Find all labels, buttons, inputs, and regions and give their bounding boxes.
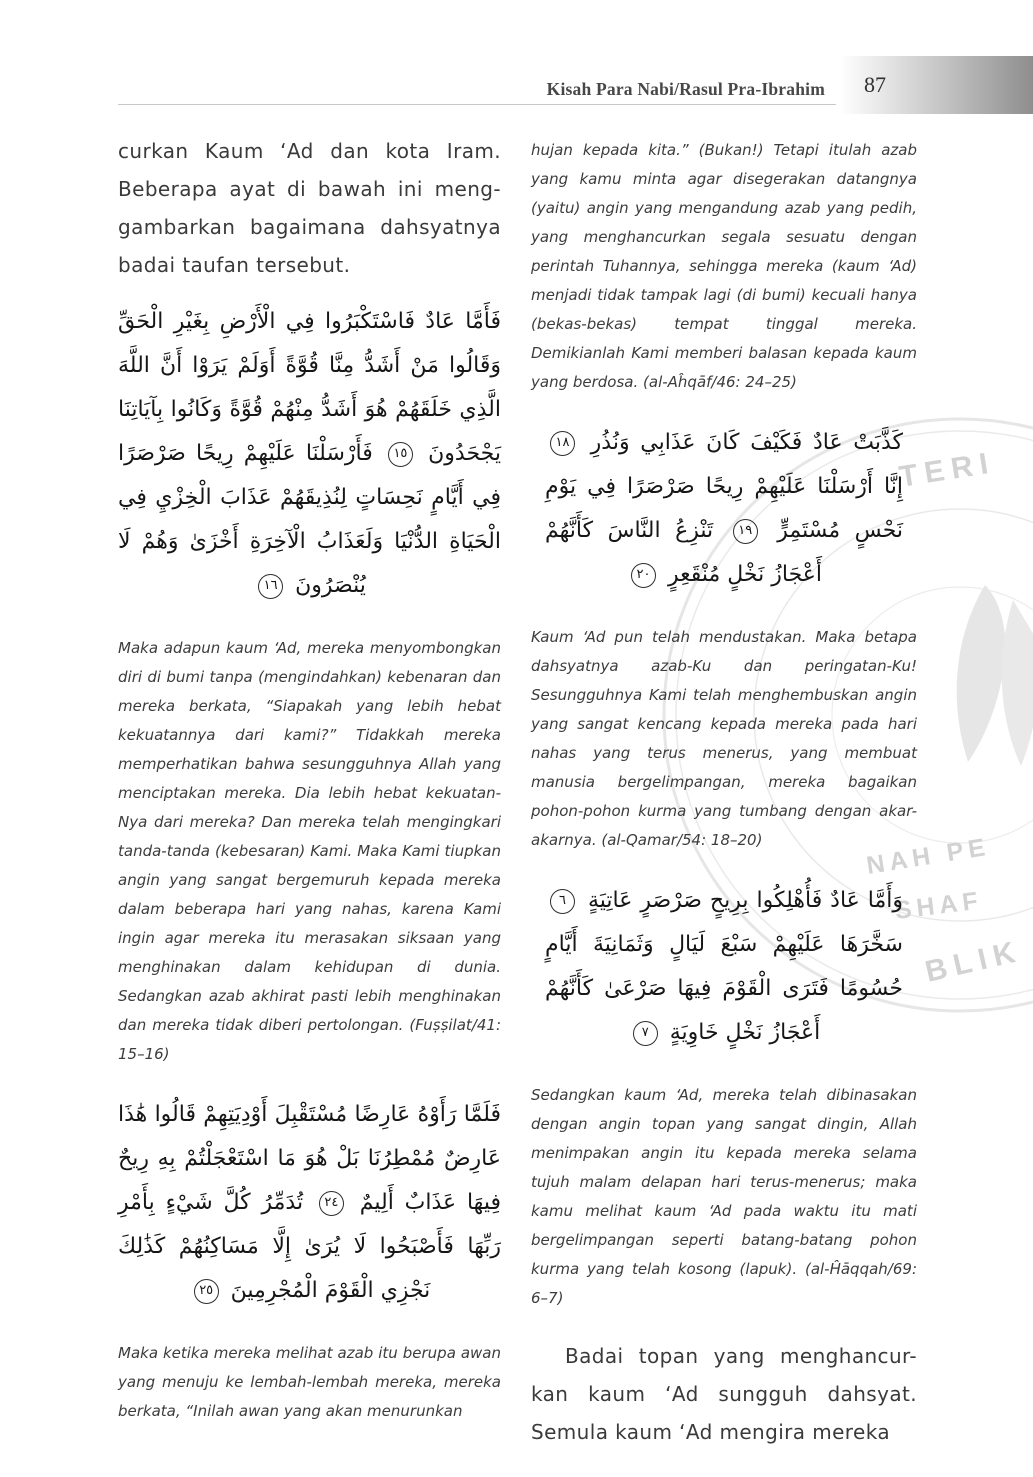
ayah-number-marker: ١٦ — [258, 574, 283, 599]
quran-verse-ahqaf-46-24-25 — [118, 1093, 501, 1313]
arabic-verse-text: تُدَمِّرُ كُلَّ شَيْءٍ بِأَمْرِ رَبِّهَا فَأَصْبَحُوا لَا يُرَىٰ إِلَّا مَسَاكِنُهُمْ كَذَٰلِكَ نَجْزِي الْقَوْمَ الْمُجْرِمِينَ — [118, 1190, 501, 1303]
ayah-number-marker: ٢٥ — [194, 1279, 219, 1304]
stamp-emblem-icon — [1002, 600, 1033, 766]
arabic-verse-text: وَأَمَّا عَادٌ فَأُهْلِكُوا بِرِيحٍ صَرْصَرٍ عَاتِيَةٍ — [580, 888, 903, 913]
text-line: Beberapa ayat di bawah ini meng- — [118, 177, 501, 201]
translation-fussilat: Maka adapun kaum ‘Ad, mereka menyombongkan diri di bumi tanpa (mengindahkan) kebenaran dan mereka berkata, “Siapakah yang lebih hebat kekuatannya dari kami?” Tidakkah mereka memperhatikan bahwa sesungguhnya Allah yang menciptakan mereka. Dia lebih hebat kekuatan-Nya dari mereka? Dan mereka telah mengingkari tanda-tanda (kebesaran) Kami. Maka Kami tiupkan angin yang sangat bergemuruh kepada mereka dalam beberapa hari yang nahas, karena Kami ingin agar mereka itu merasakan siksaan yang menghinakan dalam kehidupan di dunia. Sedangkan azab akhirat pasti lebih menghinakan dan mereka tidak diberi pertolongan. (Fuṣṣilat/41: 15–16) — [118, 639, 501, 1063]
quran-verse-qamar-54-18-20 — [531, 421, 917, 597]
text-line: kan kaum ‘Ad sungguh dahsyat. — [531, 1382, 917, 1406]
ayah-number-marker: ٢٠ — [631, 563, 656, 588]
arabic-verse-text: كَذَّبَتْ عَادٌ فَكَيْفَ كَانَ عَذَابِي وَنُذُرِ — [580, 430, 903, 455]
watermark-text-fragment: NAH PE — [864, 832, 992, 880]
quran-verse-haqqah-69-6-7 — [531, 879, 917, 1055]
ayah-number-marker: ٦ — [550, 889, 575, 914]
translation-qamar: Kaum ‘Ad pun telah mendustakan. Maka betapa dahsyatnya azab-Ku dan peringatan-Ku! Sesungguhnya Kami telah menghembuskan angin yang sangat kencang kepada mereka pada hari nahas yang terus menerus, yang membuat manusia bergelimpangan, mereka bagaikan pohon-pohon kurma yang tumbang dengan akar-akarnya. (al-Qamar/54: 18–20) — [531, 628, 917, 849]
arabic-verse-text: تَنْزِعُ النَّاسَ كَأَنَّهُمْ أَعْجَازُ نَخْلٍ مُنْقَعِرٍ — [545, 518, 823, 587]
arabic-verse-text: فَلَمَّا رَأَوْهُ عَارِضًا مُسْتَقْبِلَ أَوْدِيَتِهِمْ قَالُوا هَٰذَا عَارِضٌ مُمْطِرُنَا بَلْ هُوَ مَا اسْتَعْجَلْتُمْ بِهِ رِيحٌ فِيهَا عَذَابٌ أَلِيمٌ — [118, 1102, 501, 1215]
ayah-number-marker: ٧ — [633, 1021, 658, 1046]
translation-haqqah: Sedangkan kaum ‘Ad, mereka telah dibinasakan dengan angin topan yang sangat dingin, Allah menimpakan angin itu kepada mereka selama tujuh malam delapan hari terus-menerus; maka kamu melihat kaum ‘Ad pada waktu itu mati bergelimpangan seperti batang-batang pohon kurma yang telah kosong (lapuk). (al-Ĥāqqah/69: 6–7) — [531, 1086, 917, 1307]
ayah-number-marker: ١٥ — [388, 442, 413, 467]
text-line: curkan Kaum ‘Ad dan kota Iram. — [118, 139, 501, 163]
translation-ahqaf-part2: hujan kepada kita.” (Bukan!) Tetapi itulah azab yang kamu minta agar disegerakan datangnya (yaitu) angin yang mengandung azab yang pedih, yang menghancurkan segala sesuatu dengan perintah Tuhannya, sehingga mereka (kaum ‘Ad) menjadi tidak tampak lagi (di bumi) kecuali hanya (bekas-bekas) tempat tinggal mereka. Demikianlah Kami memberi balasan kepada kaum yang berdosa. (al-Aĥqāf/46: 24–25) — [531, 141, 917, 391]
watermark-text-fragment: BLIK — [922, 934, 1026, 989]
translation-ahqaf-part1: Maka ketika mereka melihat azab itu berupa awan yang menuju ke lembah-lembah mereka, mereka berkata, “Inilah awan yang akan menurunkan — [118, 1344, 501, 1420]
stamp-emblem-icon — [957, 585, 1006, 762]
page-number-band — [840, 56, 1033, 114]
watermark-text-fragment: SHAF — [893, 886, 985, 925]
closing-paragraph — [531, 1337, 917, 1451]
text-line: gambarkan bagaimana dahsyatnya — [118, 215, 501, 239]
ayah-number-marker: ١٨ — [550, 431, 575, 456]
arabic-verse-text: إِنَّا أَرْسَلْنَا عَلَيْهِمْ رِيحًا صَرْصَرًا فِي يَوْمِ نَحْسٍ مُسْتَمِرٍّ — [545, 474, 904, 543]
right-column — [531, 136, 917, 1463]
quran-verse-fussilat-41-15-16 — [118, 300, 501, 608]
ayah-number-marker: ٢٤ — [319, 1191, 344, 1216]
running-header-title: Kisah Para Nabi/Rasul Pra-Ibrahim — [546, 79, 825, 99]
arabic-verse-text: فَأَرْسَلْنَا عَلَيْهِمْ رِيحًا صَرْصَرًا فِي أَيَّامٍ نَحِسَاتٍ لِنُذِيقَهُمْ عَذَابَ الْخِزْيِ فِي الْحَيَاةِ الدُّنْيَا وَلَعَذَابُ الْآخِرَةِ أَخْزَىٰ وَهُمْ لَا يُنْصَرُونَ — [118, 441, 501, 598]
text-line: Semula kaum ‘Ad mengira mereka — [531, 1420, 890, 1444]
intro-paragraph — [118, 132, 501, 284]
header-divider — [118, 104, 836, 105]
left-column — [118, 132, 501, 1450]
watermark-text-fragment: TERI — [896, 446, 998, 494]
page-number: 87 — [864, 72, 886, 97]
arabic-verse-text: سَخَّرَهَا عَلَيْهِمْ سَبْعَ لَيَالٍ وَثَمَانِيَةَ أَيَّامٍ حُسُومًا فَتَرَى الْقَوْمَ فِيهَا صَرْعَىٰ كَأَنَّهُمْ أَعْجَازُ نَخْلٍ خَاوِيَةٍ — [545, 932, 903, 1045]
text-line: Badai topan yang menghancur- — [565, 1344, 917, 1368]
text-line: badai taufan tersebut. — [118, 253, 351, 277]
arabic-verse-text: فَأَمَّا عَادٌ فَاسْتَكْبَرُوا فِي الْأَرْضِ بِغَيْرِ الْحَقِّ وَقَالُوا مَنْ أَشَدُّ مِنَّا قُوَّةً أَوَلَمْ يَرَوْا أَنَّ اللَّهَ الَّذِي خَلَقَهُمْ هُوَ أَشَدُّ مِنْهُمْ قُوَّةً وَكَانُوا بِآيَاتِنَا يَجْحَدُونَ — [118, 309, 501, 466]
ayah-number-marker: ١٩ — [733, 519, 758, 544]
